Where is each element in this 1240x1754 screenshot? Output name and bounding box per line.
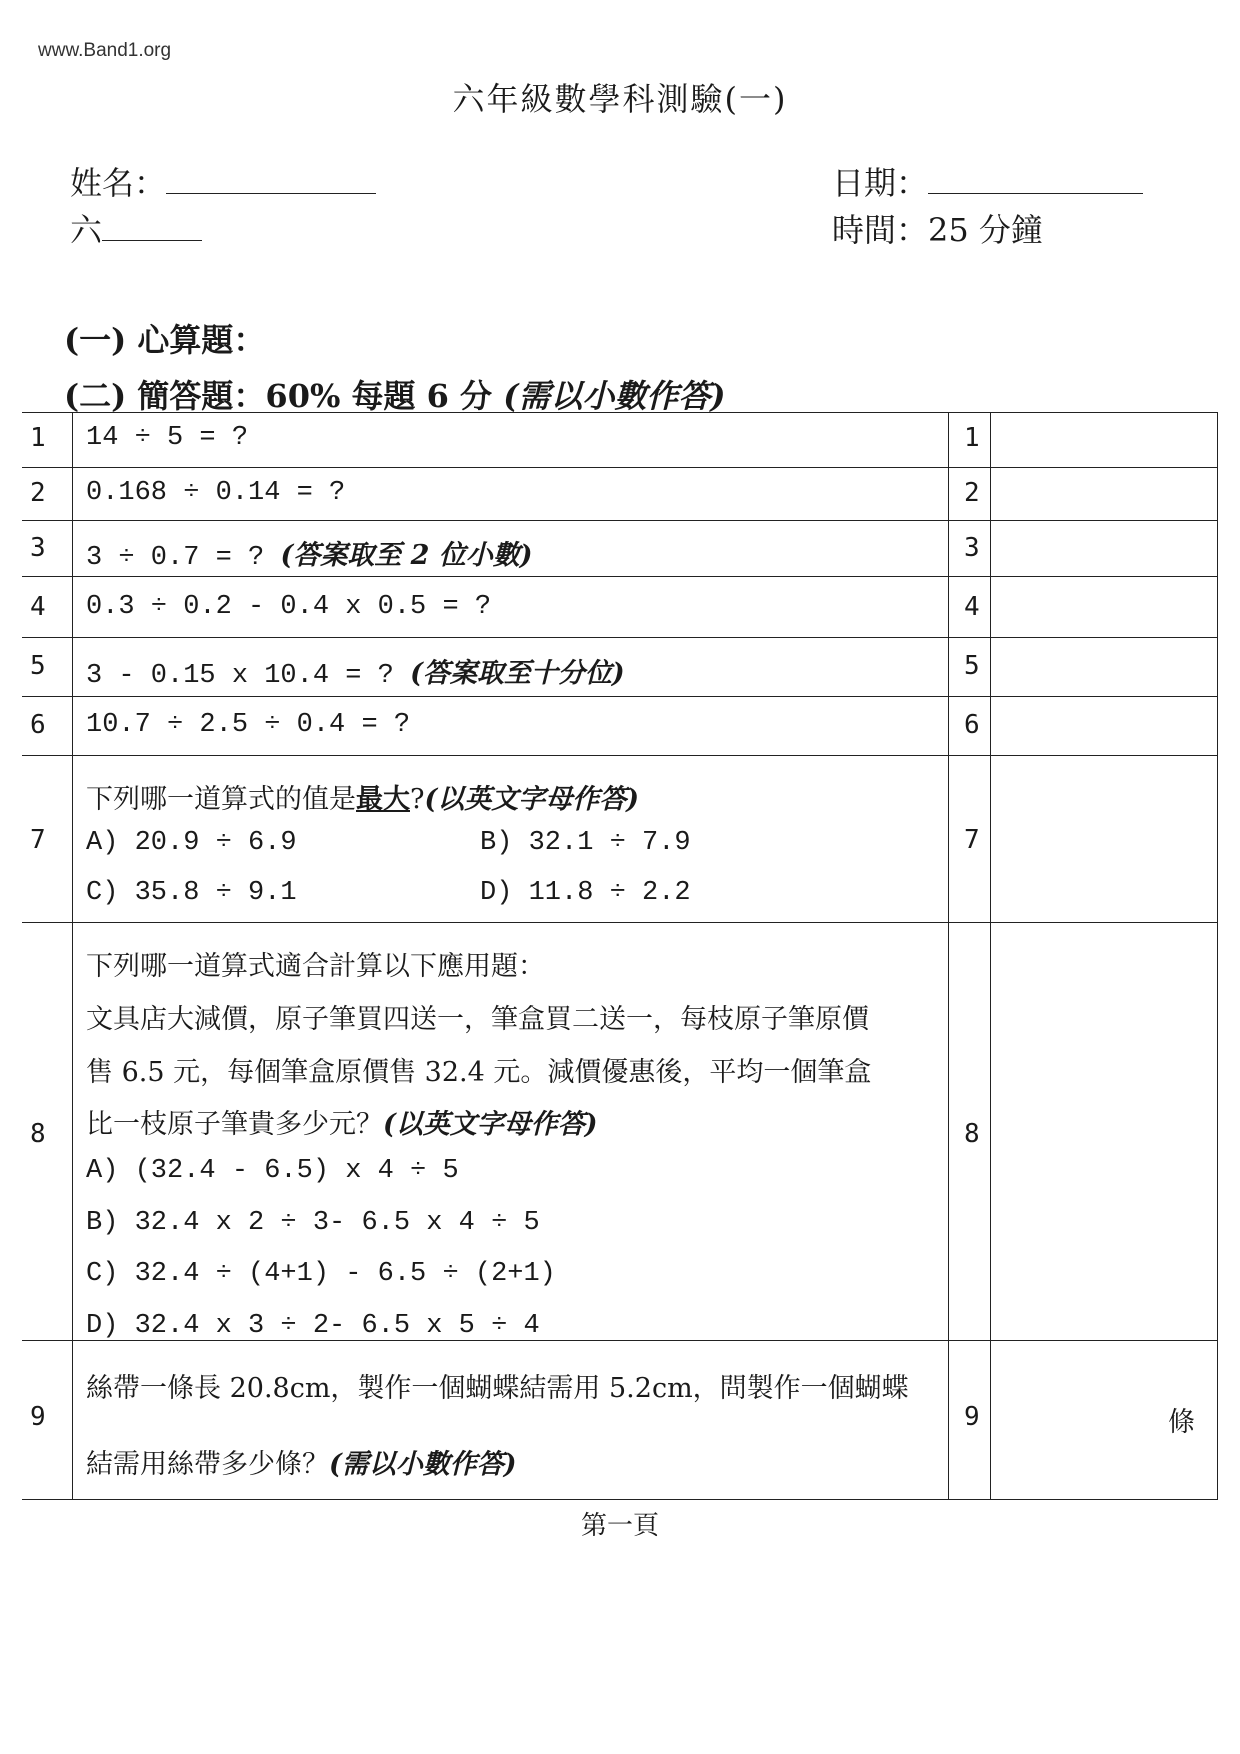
option-a: A) (32.4 - 6.5) x 4 ÷ 5 bbox=[86, 1156, 459, 1186]
option-d: D) 11.8 ÷ 2.2 bbox=[480, 878, 691, 908]
option-b: B) 32.1 ÷ 7.9 bbox=[480, 828, 691, 858]
table-rule bbox=[22, 412, 1218, 413]
name-field bbox=[70, 158, 376, 204]
question-number: 5 bbox=[30, 651, 46, 681]
question-note: (以英文字母作答) bbox=[424, 784, 640, 815]
table-rule bbox=[1217, 412, 1218, 1500]
question-stem: 絲帶一條長 20.8cm，製作一個蝴蝶結需用 5.2cm，問製作一個蝴蝶 bbox=[86, 1373, 909, 1404]
question-number: 4 bbox=[30, 592, 46, 622]
table-rule bbox=[22, 922, 1218, 923]
answer-number: 3 bbox=[964, 533, 980, 563]
table-rule bbox=[72, 412, 73, 1500]
answer-unit: 條 bbox=[1168, 1407, 1195, 1438]
question-expression: 14 ÷ 5 = ? bbox=[86, 423, 249, 453]
question-number: 3 bbox=[30, 533, 46, 563]
question-number: 1 bbox=[30, 423, 46, 453]
question-text bbox=[86, 710, 410, 740]
question-number: 8 bbox=[30, 1119, 46, 1149]
section-mental-math: (一) 心算題： bbox=[64, 321, 266, 359]
answer-number: 2 bbox=[964, 478, 980, 508]
question-stem: 文具店大減價，原子筆買四送一，筆盒買二送一，每枝原子筆原價 bbox=[86, 1004, 869, 1035]
table-rule bbox=[22, 467, 1218, 468]
question-number: 6 bbox=[30, 710, 46, 740]
table-rule bbox=[22, 696, 1218, 697]
answer-number: 4 bbox=[964, 592, 980, 622]
table-rule bbox=[22, 637, 1218, 638]
section-short-answer-label: (二) 簡答題：60% 每題 6 分 bbox=[64, 377, 504, 415]
answer-number: 9 bbox=[964, 1402, 980, 1432]
question-text bbox=[86, 533, 533, 573]
answer-number: 1 bbox=[964, 423, 980, 453]
question-note: (需以小數作答) bbox=[329, 1449, 517, 1480]
question-stem-emphasis: 最大 bbox=[356, 784, 410, 815]
question-stem-text: 比一枝原子筆貴多少元？ bbox=[86, 1109, 383, 1140]
table-rule bbox=[948, 412, 949, 1500]
answer-number: 5 bbox=[964, 651, 980, 681]
table-rule bbox=[22, 1499, 1218, 1500]
question-expression: 3 - 0.15 x 10.4 = ? bbox=[86, 661, 411, 691]
class-blank[interactable] bbox=[102, 216, 202, 241]
question-expression: 0.168 ÷ 0.14 = ? bbox=[86, 478, 346, 508]
question-stem: 售 6.5 元，每個筆盒原價售 32.4 元。減價優惠後，平均一個筆盒 bbox=[86, 1057, 872, 1088]
name-label: 姓名： bbox=[70, 164, 167, 202]
question-stem-text: ? bbox=[410, 784, 425, 815]
answer-number: 6 bbox=[964, 710, 980, 740]
question-text bbox=[86, 651, 625, 691]
question-number: 7 bbox=[30, 825, 46, 855]
question-note: (答案取至十分位) bbox=[410, 658, 625, 689]
section-short-answer-note: (需以小數作答) bbox=[503, 377, 726, 415]
question-number: 2 bbox=[30, 478, 46, 508]
question-stem-text: 下列哪一道算式的值是 bbox=[86, 784, 356, 815]
question-stem: 下列哪一道算式適合計算以下應用題： bbox=[86, 951, 545, 982]
question-expression: 3 ÷ 0.7 = ? bbox=[86, 543, 281, 573]
question-note: (答案取至 2 位小數) bbox=[280, 540, 533, 571]
option-b: B) 32.4 x 2 ÷ 3- 6.5 x 4 ÷ 5 bbox=[86, 1208, 540, 1238]
table-rule bbox=[990, 412, 991, 1500]
question-expression: 10.7 ÷ 2.5 ÷ 0.4 = ? bbox=[86, 710, 411, 740]
question-text bbox=[86, 423, 248, 453]
page-number: 第一頁 bbox=[580, 1511, 659, 1541]
option-c: C) 32.4 ÷ (4+1) - 6.5 ÷ (2+1) bbox=[86, 1259, 556, 1289]
date-label: 日期： bbox=[832, 164, 929, 202]
website-watermark: www.Band1.org bbox=[38, 40, 172, 61]
question-stem bbox=[86, 1442, 517, 1481]
question-note: (以英文字母作答) bbox=[383, 1109, 598, 1140]
class-label: 六 bbox=[70, 211, 103, 249]
question-text bbox=[86, 592, 491, 622]
option-c: C) 35.8 ÷ 9.1 bbox=[86, 878, 297, 908]
answer-number: 7 bbox=[964, 825, 980, 855]
date-field bbox=[832, 158, 1143, 204]
table-rule bbox=[22, 520, 1218, 521]
question-stem-text: 結需用絲帶多少條？ bbox=[86, 1449, 329, 1480]
question-stem bbox=[86, 1102, 598, 1141]
question-text bbox=[86, 478, 345, 508]
table-rule bbox=[22, 755, 1218, 756]
date-blank[interactable] bbox=[928, 169, 1143, 194]
page-title: 六年級數學科測驗(一) bbox=[452, 80, 788, 118]
question-expression: 0.3 ÷ 0.2 - 0.4 x 0.5 = ? bbox=[86, 592, 492, 622]
section-short-answer bbox=[64, 371, 726, 417]
time-label: 時間：25 分鐘 bbox=[832, 211, 1043, 249]
option-a: A) 20.9 ÷ 6.9 bbox=[86, 828, 297, 858]
class-field bbox=[70, 205, 202, 251]
table-rule bbox=[22, 576, 1218, 577]
option-d: D) 32.4 x 3 ÷ 2- 6.5 x 5 ÷ 4 bbox=[86, 1311, 540, 1341]
answer-table bbox=[22, 412, 1218, 1500]
answer-number: 8 bbox=[964, 1119, 980, 1149]
name-blank[interactable] bbox=[166, 169, 376, 194]
question-number: 9 bbox=[30, 1402, 46, 1432]
question-stem bbox=[86, 777, 639, 816]
